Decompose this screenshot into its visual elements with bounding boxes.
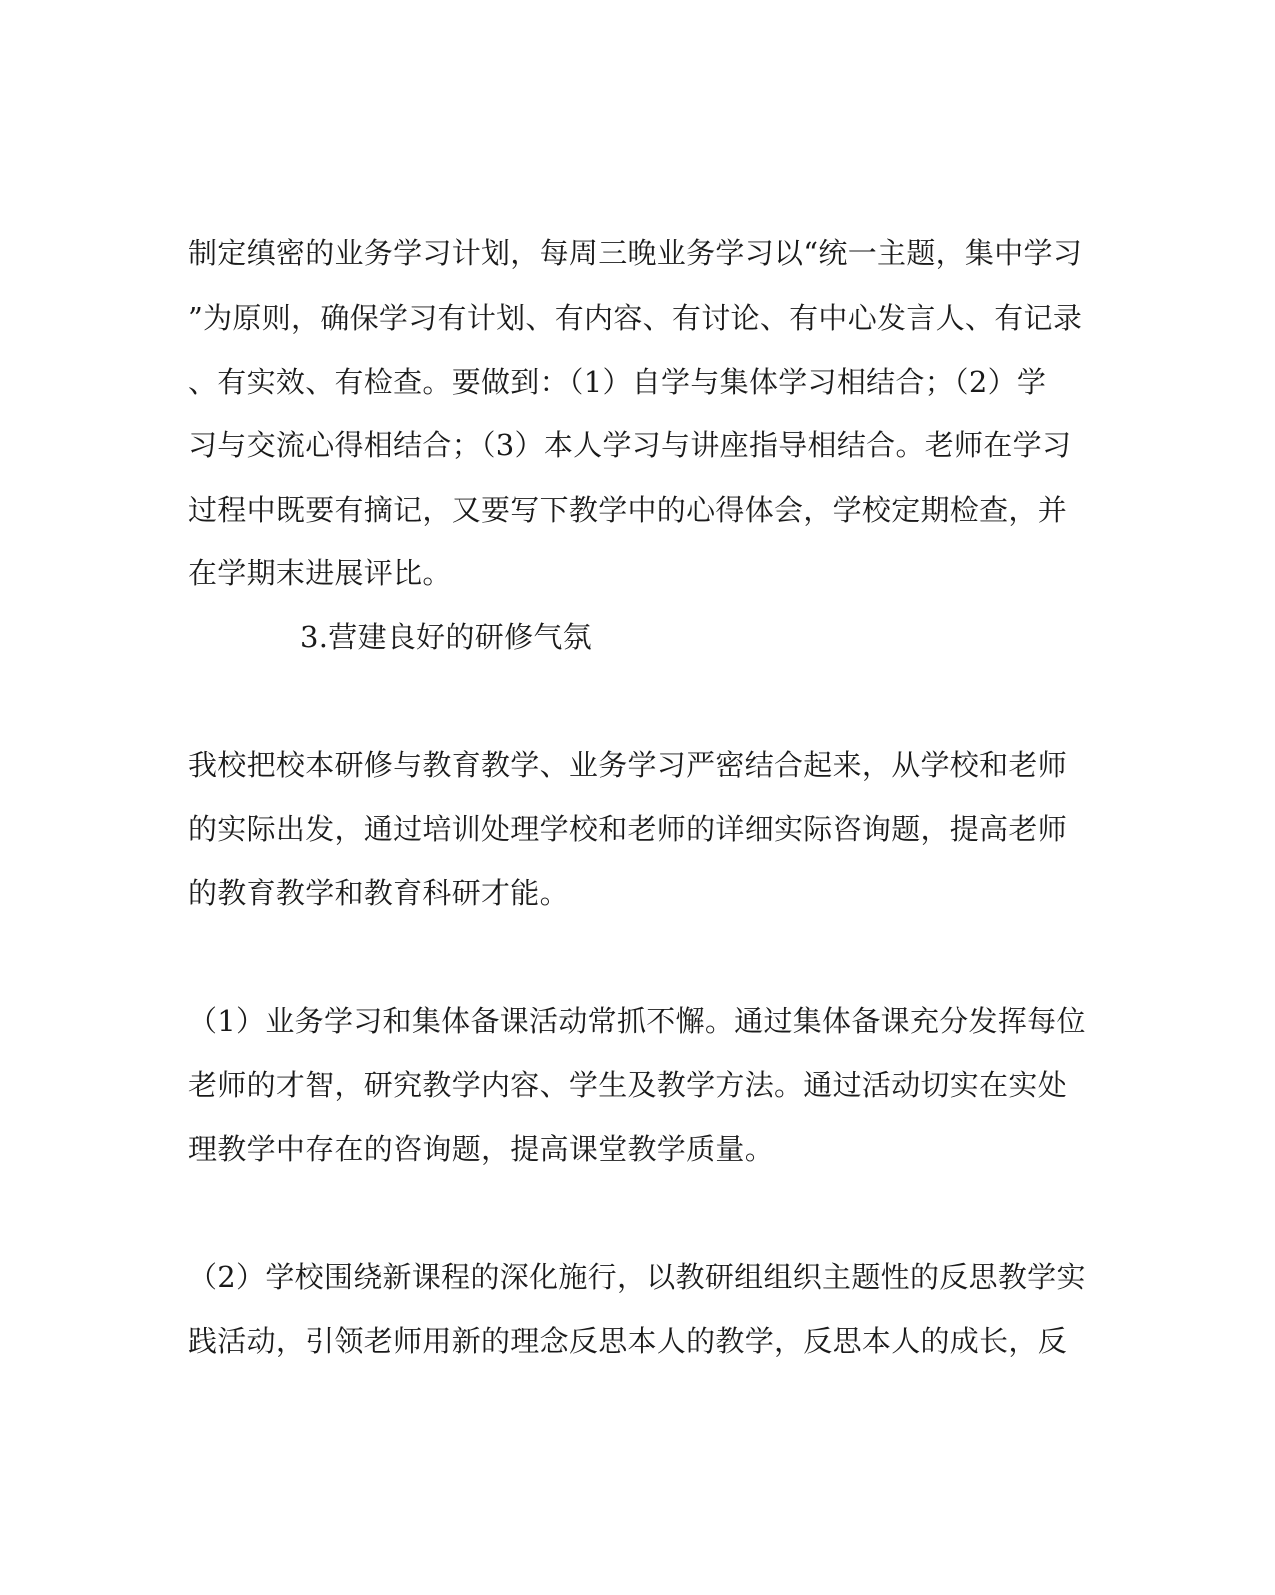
- paragraph-1-line-4: 习与交流心得相结合；（3）本人学习与讲座指导相结合。老师在学习: [188, 428, 1072, 462]
- paragraph-3-line-2: 老师的才智，研究教学内容、学生及教学方法。通过活动切实在实处: [188, 1068, 1068, 1102]
- paragraph-4-line-2: 践活动，引领老师用新的理念反思本人的教学，反思本人的成长，反: [188, 1324, 1068, 1358]
- paragraph-2-line-1: 我校把校本研修与教育教学、业务学习严密结合起来，从学校和老师: [188, 748, 1068, 782]
- paragraph-1-line-5: 过程中既要有摘记，又要写下教学中的心得体会，学校定期检查，并: [188, 493, 1068, 527]
- paragraph-3-line-3: 理教学中存在的咨询题，提高课堂教学质量。: [188, 1132, 775, 1166]
- paragraph-4-line-1: （2）学校围绕新课程的深化施行，以教研组组织主题性的反思教学实: [188, 1260, 1086, 1294]
- paragraph-1-line-3: 、有实效、有检查。要做到：（1）自学与集体学习相结合；（2）学: [188, 365, 1047, 399]
- paragraph-1-line-6: 在学期末进展评比。: [188, 556, 452, 590]
- paragraph-3-line-1: （1）业务学习和集体备课活动常抓不懈。通过集体备课充分发挥每位: [188, 1004, 1086, 1038]
- paragraph-2-line-3: 的教育教学和教育科研才能。: [188, 876, 569, 910]
- paragraph-1-line-2: ”为原则，确保学习有计划、有内容、有讨论、有中心发言人、有记录: [188, 301, 1083, 335]
- paragraph-2-line-2: 的实际出发，通过培训处理学校和老师的详细实际咨询题，提高老师: [188, 812, 1068, 846]
- paragraph-1-line-1: 制定缜密的业务学习计划，每周三晚业务学习以“统一主题，集中学习: [188, 236, 1083, 270]
- section-heading: 3.营建良好的研修气氛: [300, 620, 592, 654]
